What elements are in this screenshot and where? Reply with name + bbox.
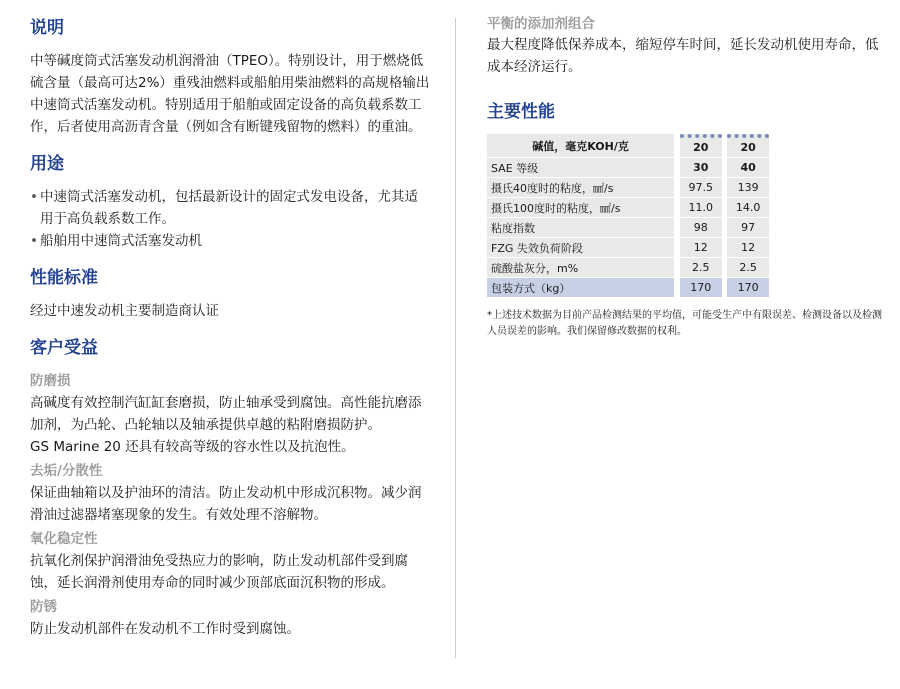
benefit-title-oxidation: 氧化稳定性: [30, 531, 98, 547]
row-label: 摄氏40度时的粘度，㎟/s: [487, 178, 674, 198]
usage-item: • 船舶用中速筒式活塞发动机: [30, 230, 430, 252]
benefit-text: GS Marine 20 还具有较高等级的容水性以及抗泡性。: [30, 439, 355, 455]
row-value: 2.5: [680, 258, 722, 278]
benefit-text: 抗氧化剂保护润滑油免受热应力的影响，防止发动机部件受到腐蚀，延长润滑剂使用寿命的同时减少顶部底面沉积物的形成。: [30, 553, 408, 591]
benefit-text: 保证曲轴箱以及护油环的清洁。防止发动机中形成沉积物。减少润滑油过滤器堵塞现象的发生。有效处理不溶解物。: [30, 485, 422, 523]
table-row: [487, 218, 769, 238]
row-value: 139: [727, 178, 769, 198]
row-value: 40: [727, 158, 769, 178]
row-value: 98: [680, 218, 722, 238]
standards-heading: 性能标准: [30, 268, 98, 288]
performance-heading: 主要性能: [487, 102, 555, 122]
row-label: 摄氏100度时的粘度，㎟/s: [487, 198, 674, 218]
row-label: SAE 等级: [487, 158, 674, 178]
row-label: 包装方式（kg）: [487, 278, 674, 298]
row-value: 97.5: [680, 178, 722, 198]
benefit-text: 高碱度有效控制汽缸缸套磨损，防止轴承受到腐蚀。高性能抗磨添加剂，为凸轮、凸轮轴以及轴承提供卓越的粘附磨损防护。: [30, 395, 422, 433]
row-value: 2.5: [727, 258, 769, 278]
benefits-section: [30, 334, 430, 640]
additive-title: 平衡的添加剂组合: [487, 16, 595, 32]
usage-list: [30, 186, 430, 252]
standards-text: 经过中速发动机主要制造商认证: [30, 303, 219, 319]
description-heading: 说明: [30, 18, 64, 38]
table-row-packaging: [487, 278, 769, 298]
row-value: 97: [727, 218, 769, 238]
usage-item: • 中速筒式活塞发动机，包括最新设计的固定式发电设备，尤其适用于高负载系数工作。: [30, 186, 430, 230]
additive-section: [487, 14, 887, 78]
table-row: [487, 178, 769, 198]
benefit-text: 防止发动机部件在发动机不工作时受到腐蚀。: [30, 621, 300, 637]
benefits-heading: 客户受益: [30, 338, 98, 358]
benefit-title-antirust: 防锈: [30, 599, 57, 615]
usage-heading: 用途: [30, 154, 64, 174]
row-label: 粘度指数: [487, 218, 674, 238]
row-value: 30: [680, 158, 722, 178]
table-row: [487, 258, 769, 278]
row-value: 12: [727, 238, 769, 258]
right-column: [487, 14, 887, 340]
table-row: [487, 198, 769, 218]
row-label: 硫酸盐灰分，m%: [487, 258, 674, 278]
header-label: 碱值，毫克KOH/克: [487, 134, 674, 158]
benefit-title-antiwear: 防磨损: [30, 373, 71, 389]
row-value: 11.0: [680, 198, 722, 218]
row-value: 170: [727, 278, 769, 298]
row-label: FZG 失效负荷阶段: [487, 238, 674, 258]
table-header-row: [487, 134, 769, 158]
header-value-2: 20: [727, 134, 769, 158]
column-divider: [455, 18, 456, 658]
table-row: [487, 238, 769, 258]
row-value: 14.0: [727, 198, 769, 218]
additive-text: 最大程度降低保养成本，缩短停车时间，延长发动机使用寿命，低成本经济运行。: [487, 37, 879, 75]
left-column: [30, 14, 430, 652]
performance-table: [487, 134, 769, 298]
footnote: *上述技术数据为目前产品检测结果的平均值，可能受生产中有限误差、检测设备以及检测人员误差的影响。我们保留修改数据的权利。: [487, 310, 882, 337]
performance-section: [487, 98, 887, 340]
description-section: [30, 14, 430, 138]
description-text: 中等碱度筒式活塞发动机润滑油（TPEO）。特别设计，用于燃烧低硫含量（最高可达2%）重残油燃料或船舶用柴油燃料的高规格输出中速筒式活塞发动机。特别适用于船舶或固定设备的高负载系数工作，后者使用高沥青含量（例如含有断键残留物的燃料）的重油。: [30, 53, 430, 135]
usage-section: [30, 150, 430, 252]
header-value-1: 20: [680, 134, 722, 158]
table-row: [487, 158, 769, 178]
row-value: 12: [680, 238, 722, 258]
row-value: 170: [680, 278, 722, 298]
standards-section: [30, 264, 430, 322]
benefit-title-detergency: 去垢/分散性: [30, 463, 103, 479]
